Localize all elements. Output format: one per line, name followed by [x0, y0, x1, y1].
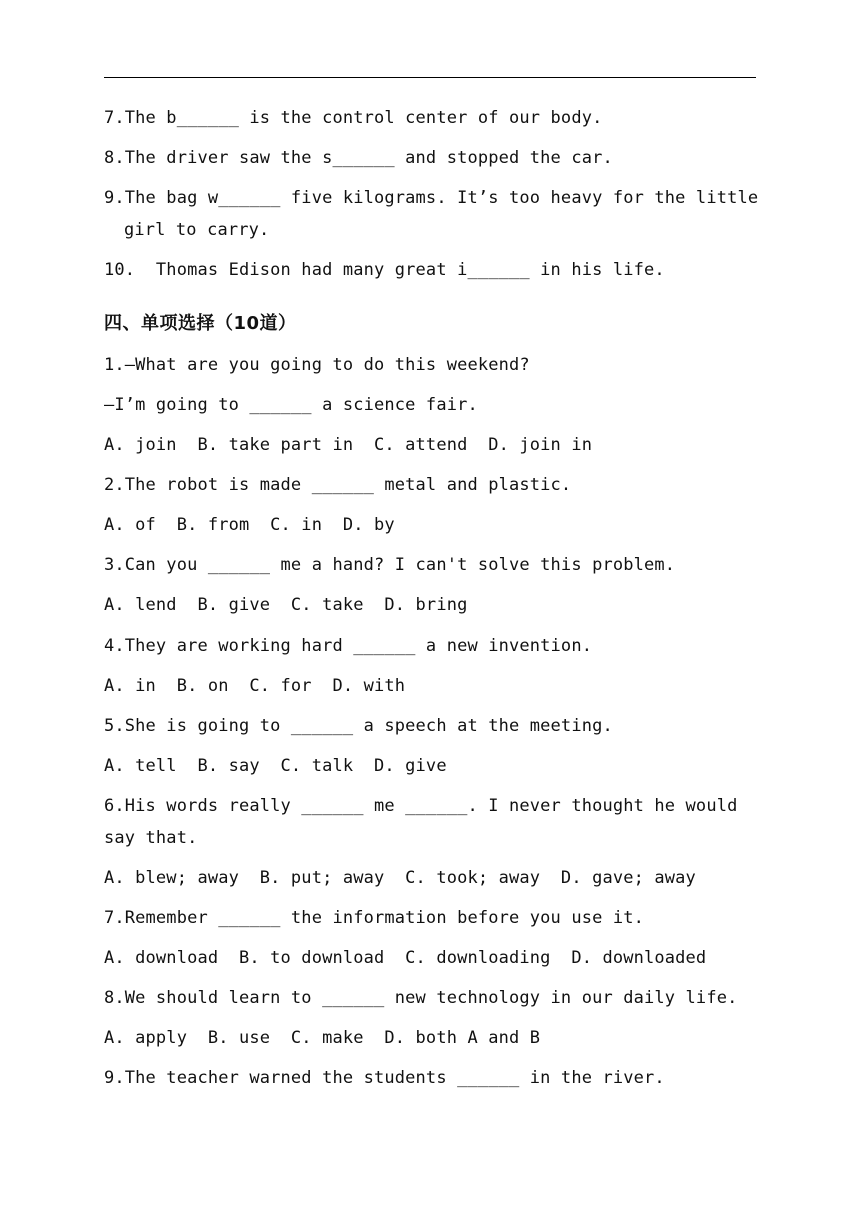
question-8-stem: 8.We should learn to ______ new technology in our daily life.: [104, 988, 738, 1008]
question-9-stem: 9.The teacher warned the students ______ in the river.: [104, 1068, 665, 1088]
fill-in-question-9: 9.The bag w______ five kilograms. It’s too heavy for the little: [104, 188, 759, 208]
section-heading: 四、单项选择（10道）: [104, 313, 297, 334]
fill-in-question-7: 7.The b______ is the control center of our body.: [104, 108, 603, 128]
fill-in-question-10: 10. Thomas Edison had many great i______ in his life.: [104, 260, 665, 280]
question-2-options: A. of B. from C. in D. by: [104, 515, 395, 535]
question-4-stem: 4.They are working hard ______ a new invention.: [104, 636, 593, 656]
question-6-stem-continued: say that.: [104, 828, 198, 848]
question-3-stem: 3.Can you ______ me a hand? I can't solve this problem.: [104, 555, 676, 575]
question-1-stem: 1.—What are you going to do this weekend?: [104, 355, 530, 375]
fill-in-question-8: 8.The driver saw the s______ and stopped the car.: [104, 148, 613, 168]
question-2-stem: 2.The robot is made ______ metal and plastic.: [104, 475, 572, 495]
question-3-options: A. lend B. give C. take D. bring: [104, 595, 468, 615]
question-5-stem: 5.She is going to ______ a speech at the meeting.: [104, 716, 613, 736]
question-4-options: A. in B. on C. for D. with: [104, 676, 406, 696]
fill-in-question-9-continued: girl to carry.: [124, 220, 270, 240]
question-8-options: A. apply B. use C. make D. both A and B: [104, 1028, 541, 1048]
question-7-options: A. download B. to download C. downloading D. downloaded: [104, 948, 707, 968]
question-6-options: A. blew; away B. put; away C. took; away D. gave; away: [104, 868, 696, 888]
question-7-stem: 7.Remember ______ the information before you use it.: [104, 908, 645, 928]
question-6-stem: 6.His words really ______ me ______. I never thought he would: [104, 796, 738, 816]
question-1-options: A. join B. take part in C. attend D. join in: [104, 435, 593, 455]
question-5-options: A. tell B. say C. talk D. give: [104, 756, 447, 776]
question-1-stem-continued: —I’m going to ______ a science fair.: [104, 395, 478, 415]
header-rule: [104, 77, 756, 78]
